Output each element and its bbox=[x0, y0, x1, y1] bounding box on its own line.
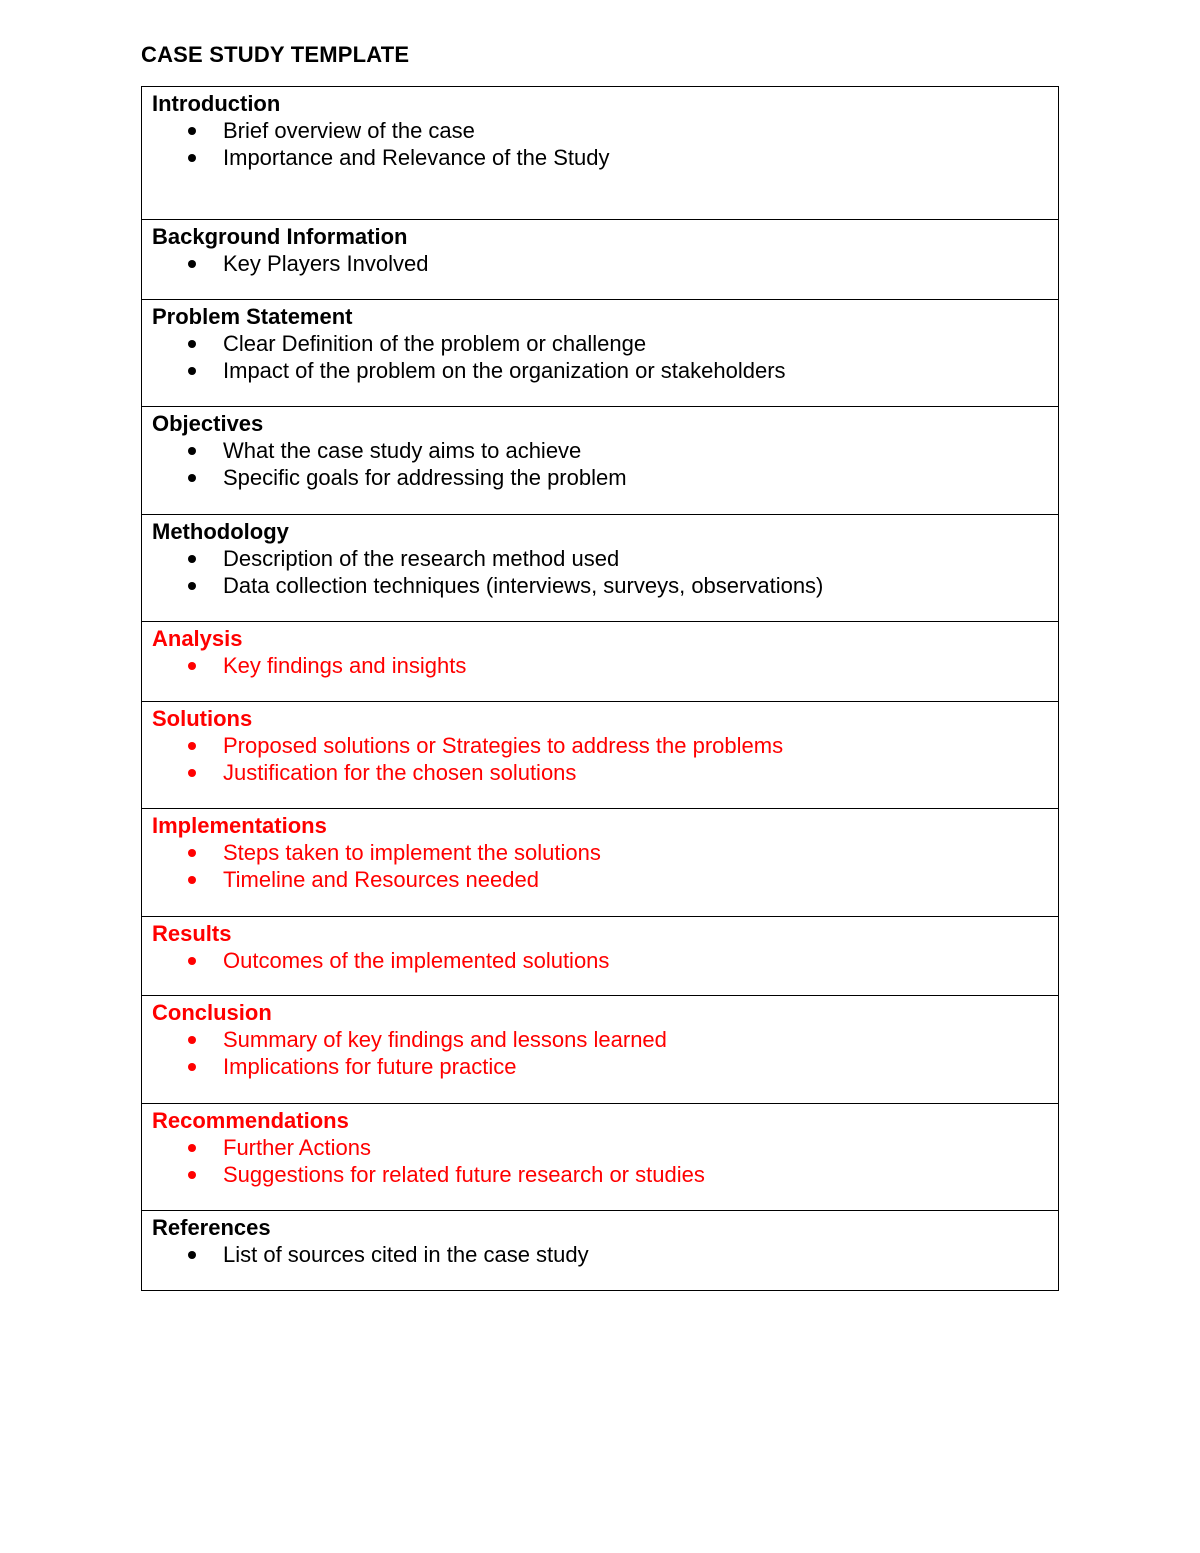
bullet-list bbox=[152, 1134, 1048, 1188]
bullet-dot-icon bbox=[188, 555, 196, 563]
bullet-list bbox=[152, 1241, 1048, 1268]
section-references bbox=[142, 1210, 1058, 1290]
bullet-dot-icon bbox=[188, 876, 196, 884]
list-item bbox=[152, 732, 1048, 759]
list-item bbox=[152, 330, 1048, 357]
bullet-list bbox=[152, 652, 1048, 679]
list-item-text: Clear Definition of the problem or challenge bbox=[223, 331, 647, 356]
bullet-dot-icon bbox=[188, 127, 196, 135]
list-item bbox=[152, 759, 1048, 786]
list-item bbox=[152, 947, 1048, 974]
list-item-text: Further Actions bbox=[223, 1135, 371, 1160]
bullet-dot-icon bbox=[188, 447, 196, 455]
list-item-text: Timeline and Resources needed bbox=[223, 867, 539, 892]
case-study-template-table bbox=[141, 86, 1059, 1291]
list-item-text: Description of the research method used bbox=[223, 546, 620, 571]
list-item bbox=[152, 250, 1048, 277]
list-item bbox=[152, 1053, 1048, 1080]
bullet-list bbox=[152, 437, 1048, 491]
section-introduction bbox=[142, 87, 1058, 219]
list-item bbox=[152, 1161, 1048, 1188]
section-heading: References bbox=[152, 1215, 271, 1240]
section-results bbox=[142, 916, 1058, 995]
section-background-information bbox=[142, 219, 1058, 299]
list-item-text: Data collection techniques (interviews, surveys, observations) bbox=[223, 573, 824, 598]
list-item-text: Importance and Relevance of the Study bbox=[223, 145, 610, 170]
list-item-text: Specific goals for addressing the problem bbox=[223, 465, 627, 490]
bullet-dot-icon bbox=[188, 340, 196, 348]
list-item-text: Suggestions for related future research or studies bbox=[223, 1162, 705, 1187]
section-heading: Solutions bbox=[152, 706, 253, 731]
bullet-dot-icon bbox=[188, 1171, 196, 1179]
section-heading: Conclusion bbox=[152, 1000, 272, 1025]
section-heading: Results bbox=[152, 921, 232, 946]
bullet-dot-icon bbox=[188, 769, 196, 777]
section-problem-statement bbox=[142, 299, 1058, 406]
list-item bbox=[152, 652, 1048, 679]
list-item-text: Implications for future practice bbox=[223, 1054, 517, 1079]
list-item bbox=[152, 117, 1048, 144]
bullet-list bbox=[152, 732, 1048, 786]
section-recommendations bbox=[142, 1103, 1058, 1210]
section-heading: Problem Statement bbox=[152, 304, 353, 329]
section-heading: Implementations bbox=[152, 813, 327, 838]
bullet-dot-icon bbox=[188, 474, 196, 482]
bullet-list bbox=[152, 117, 1048, 171]
bullet-dot-icon bbox=[188, 1036, 196, 1044]
bullet-list bbox=[152, 250, 1048, 277]
list-item bbox=[152, 1026, 1048, 1053]
bullet-list bbox=[152, 947, 1048, 974]
list-item-text: Key findings and insights bbox=[223, 653, 467, 678]
bullet-dot-icon bbox=[188, 1144, 196, 1152]
section-implementations bbox=[142, 808, 1058, 916]
list-item bbox=[152, 839, 1048, 866]
list-item-text: Proposed solutions or Strategies to address the problems bbox=[223, 733, 784, 758]
bullet-list bbox=[152, 839, 1048, 893]
list-item-text: Steps taken to implement the solutions bbox=[223, 840, 601, 865]
section-methodology bbox=[142, 514, 1058, 621]
section-heading: Introduction bbox=[152, 91, 281, 116]
list-item bbox=[152, 464, 1048, 491]
section-heading: Analysis bbox=[152, 626, 243, 651]
section-conclusion bbox=[142, 995, 1058, 1103]
bullet-dot-icon bbox=[188, 1063, 196, 1071]
bullet-list bbox=[152, 330, 1048, 384]
list-item bbox=[152, 144, 1048, 171]
bullet-dot-icon bbox=[188, 260, 196, 268]
bullet-dot-icon bbox=[188, 367, 196, 375]
section-heading: Recommendations bbox=[152, 1108, 349, 1133]
list-item bbox=[152, 437, 1048, 464]
section-solutions bbox=[142, 701, 1058, 808]
document-title: CASE STUDY TEMPLATE bbox=[141, 42, 410, 67]
bullet-dot-icon bbox=[188, 662, 196, 670]
list-item-text: Brief overview of the case bbox=[223, 118, 475, 143]
list-item-text: Impact of the problem on the organization or stakeholders bbox=[223, 358, 786, 383]
list-item bbox=[152, 1134, 1048, 1161]
list-item bbox=[152, 866, 1048, 893]
bullet-list bbox=[152, 1026, 1048, 1080]
list-item bbox=[152, 1241, 1048, 1268]
bullet-dot-icon bbox=[188, 957, 196, 965]
list-item-text: Outcomes of the implemented solutions bbox=[223, 948, 610, 973]
section-analysis bbox=[142, 621, 1058, 701]
bullet-dot-icon bbox=[188, 1251, 196, 1259]
section-heading: Objectives bbox=[152, 411, 264, 436]
list-item bbox=[152, 545, 1048, 572]
bullet-list bbox=[152, 545, 1048, 599]
section-heading: Background Information bbox=[152, 224, 408, 249]
bullet-dot-icon bbox=[188, 742, 196, 750]
section-objectives bbox=[142, 406, 1058, 514]
bullet-dot-icon bbox=[188, 154, 196, 162]
section-heading: Methodology bbox=[152, 519, 289, 544]
list-item bbox=[152, 357, 1048, 384]
list-item-text: Summary of key findings and lessons learned bbox=[223, 1027, 667, 1052]
bullet-dot-icon bbox=[188, 849, 196, 857]
list-item-text: What the case study aims to achieve bbox=[223, 438, 582, 463]
list-item-text: Key Players Involved bbox=[223, 251, 429, 276]
list-item-text: List of sources cited in the case study bbox=[223, 1242, 589, 1267]
list-item-text: Justification for the chosen solutions bbox=[223, 760, 577, 785]
list-item bbox=[152, 572, 1048, 599]
bullet-dot-icon bbox=[188, 582, 196, 590]
